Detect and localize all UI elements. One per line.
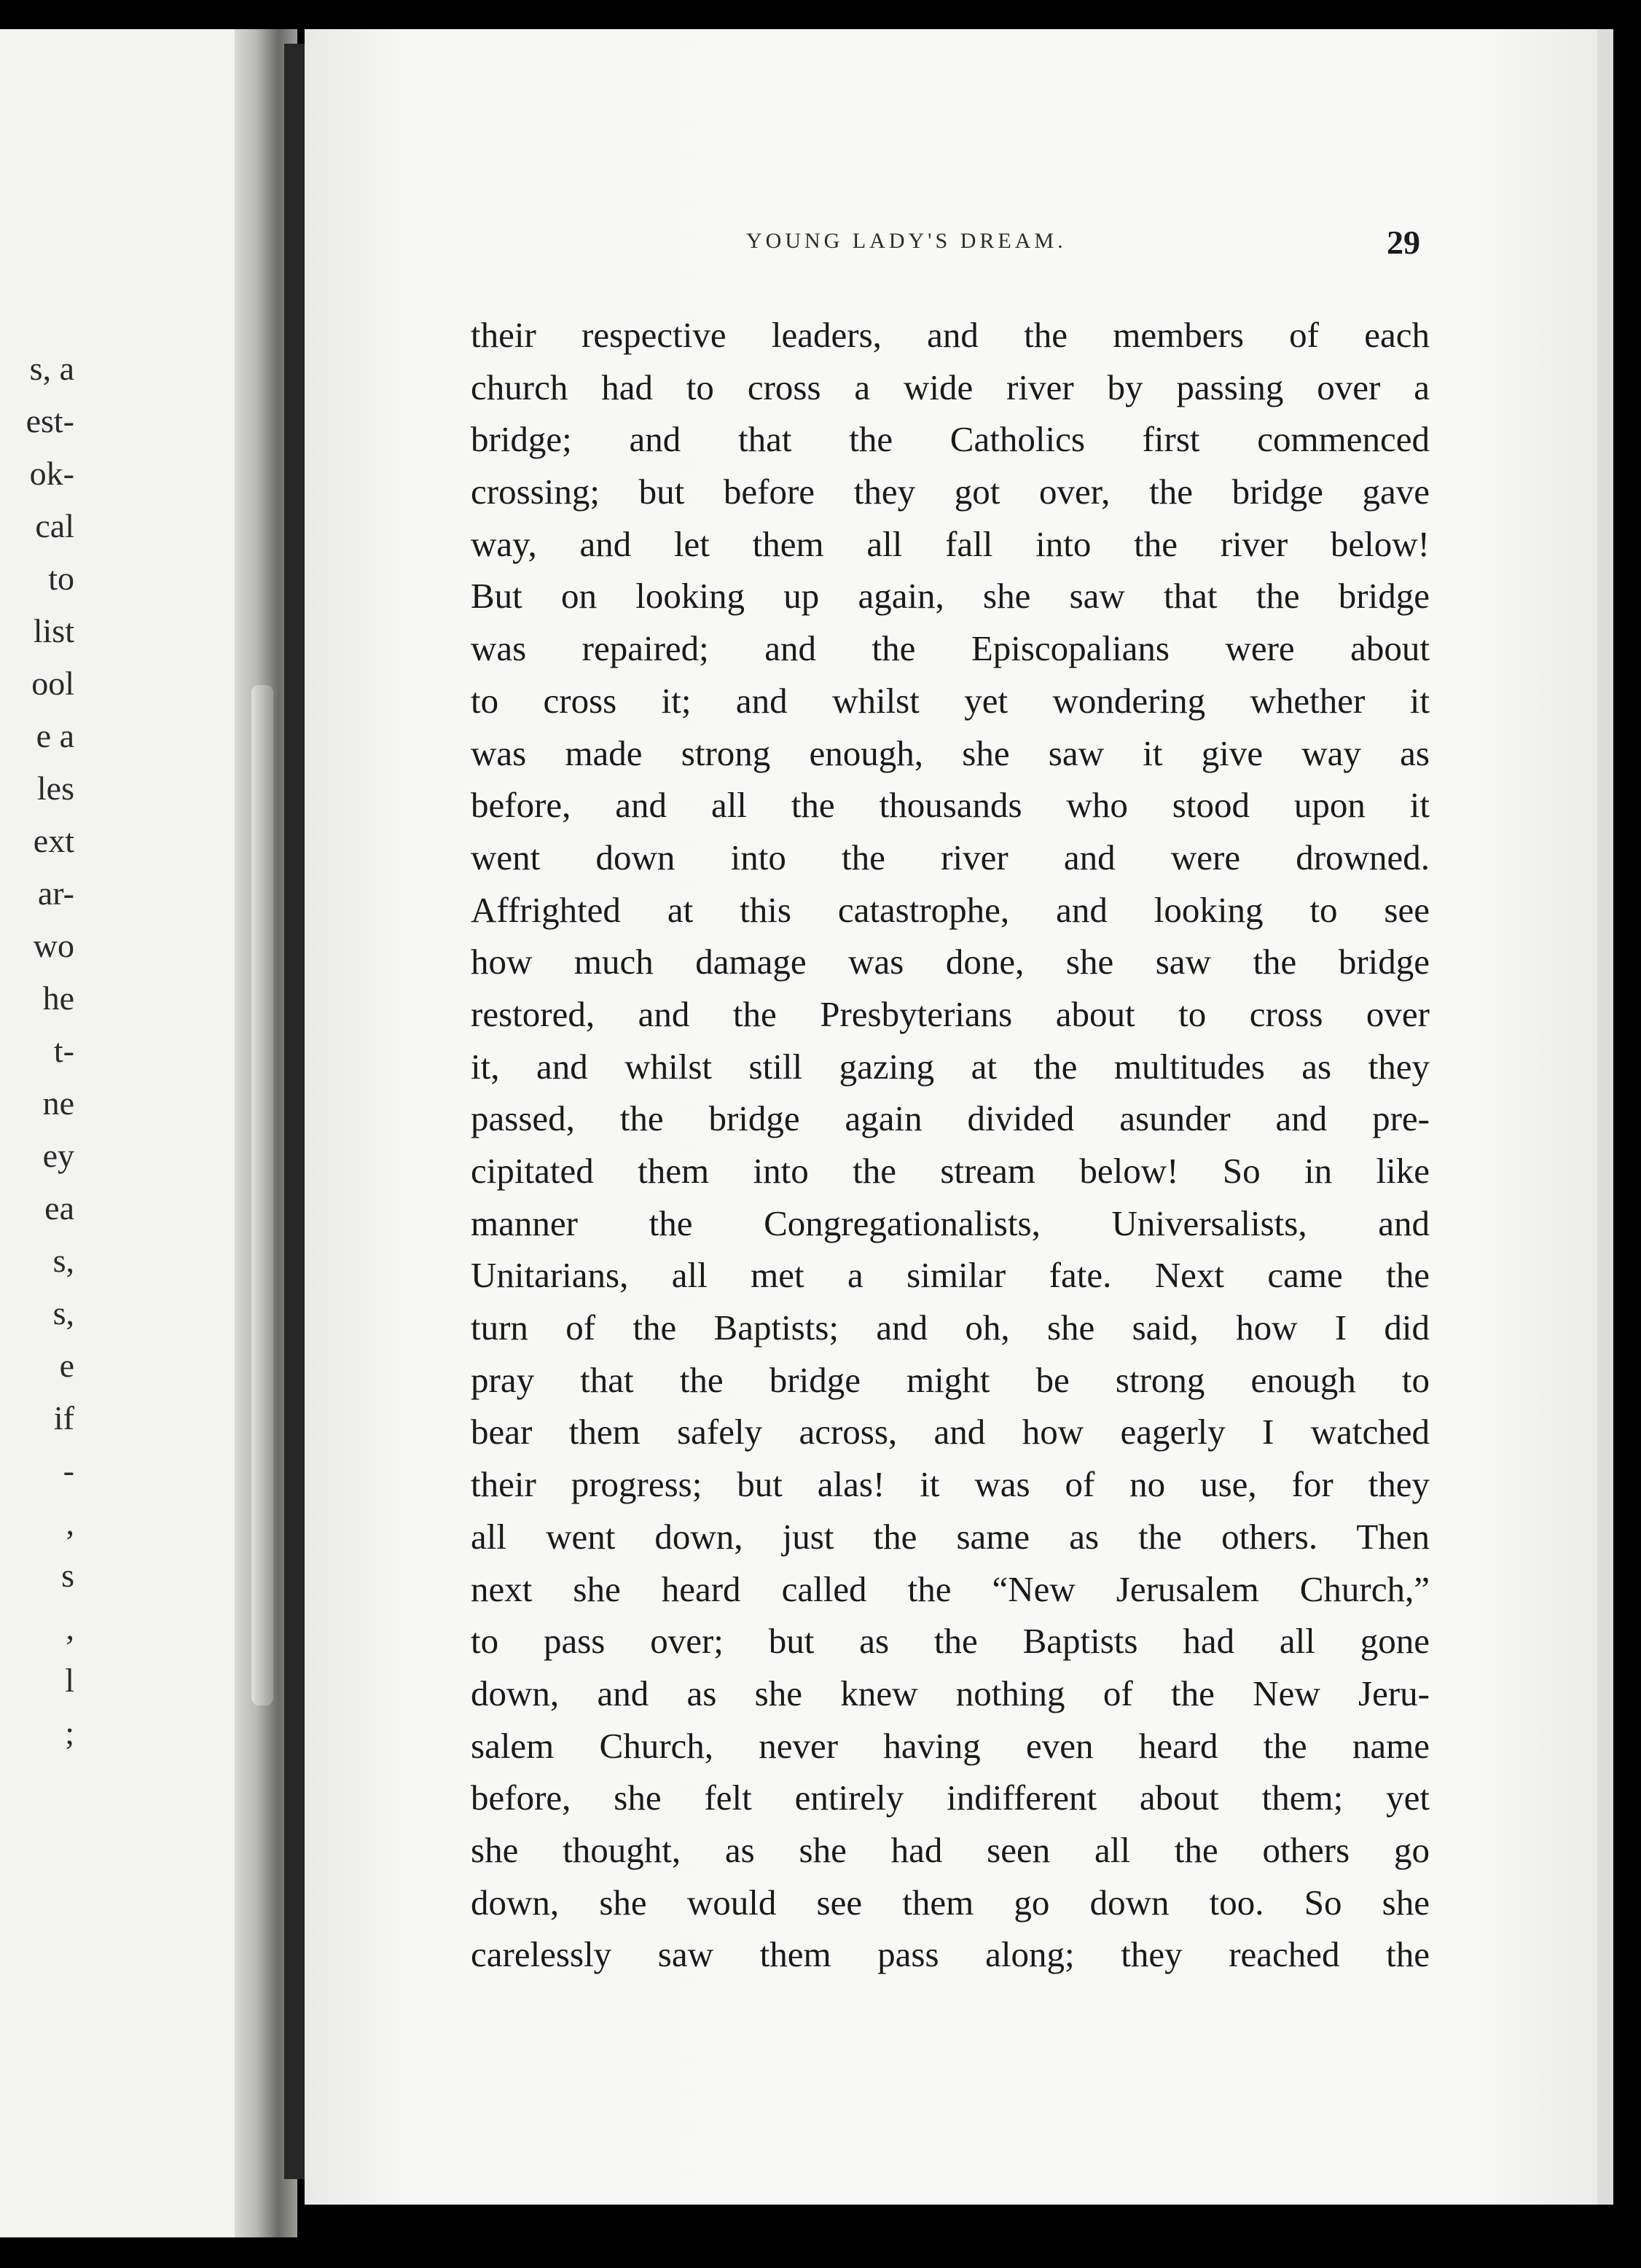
text-line: But on looking up again, she saw that the bridge [471,576,1430,617]
left-page-line-fragment: s, a [29,350,74,387]
left-page-line-fragment: , [66,1609,74,1646]
left-page-line-fragment: wo [33,927,74,964]
text-line: next she heard called the “New Jerusalem Church,” [471,1568,1430,1609]
left-page-line-fragment: e a [36,717,74,754]
left-page-line-fragment: ey [42,1137,74,1174]
left-page-line-fragment: s, [52,1294,74,1332]
running-head: YOUNG LADY'S DREAM. [746,229,1067,253]
left-page-line-fragment: ea [44,1189,74,1227]
text-line: way, and let them all fall into the river below! [471,523,1430,564]
text-line: before, and all the thousands who stood upon it [471,785,1430,826]
body-text [471,309,1430,1981]
left-page-line-fragment: if [53,1399,74,1436]
text-line: was repaired; and the Episcopalians were about [471,628,1430,669]
text-line: she thought, as she had seen all the others go [471,1829,1430,1870]
left-page-text-fragments [0,343,80,1759]
text-line: crossing; but before they got over, the bridge gave [471,472,1430,512]
left-page-line-fragment: e [59,1347,74,1384]
page-number: 29 [1387,224,1420,261]
left-page-line-fragment: s [61,1557,74,1594]
left-page-line-fragment: ext [33,822,74,859]
text-line: down, she would see them go down too. So she [471,1882,1430,1923]
left-page-line-fragment: he [42,979,74,1017]
text-line: turn of the Baptists; and oh, she said, how I did [471,1307,1430,1348]
left-page-line-fragment: ar- [37,875,74,912]
text-line: carelessly saw them pass along; they reached the [471,1934,1430,1975]
text-line: church had to cross a wide river by passing over a [471,367,1430,407]
left-page-line-fragment: list [33,612,74,649]
text-line: passed, the bridge again divided asunder and pre- [471,1098,1430,1139]
text-line: cipitated them into the stream below! So in like [471,1151,1430,1191]
text-line: restored, and the Presbyterians about to cross over [471,993,1430,1034]
text-line: how much damage was done, she saw the bridge [471,942,1430,982]
text-line: went down into the river and were drowned. [471,837,1430,877]
text-line: bridge; and that the Catholics first commenced [471,419,1430,460]
left-page-line-fragment: ne [42,1084,74,1122]
text-line: bear them safely across, and how eagerly I watched [471,1412,1430,1452]
left-page-line-fragment: t- [53,1032,74,1069]
book-spine [284,44,305,2179]
text-line: pray that the bridge might be strong enough to [471,1359,1430,1400]
left-page-line-fragment: to [48,560,74,597]
left-page-line-fragment: l [65,1662,74,1699]
left-page-line-fragment: ; [65,1714,74,1751]
text-line: salem Church, never having even heard the name [471,1725,1430,1766]
left-page-line-fragment: ool [31,665,74,702]
text-line: before, she felt entirely indifferent about them; yet [471,1778,1430,1818]
text-line: manner the Congregationalists, Universalists, and [471,1203,1430,1243]
text-line: all went down, just the same as the others. Then [471,1516,1430,1557]
left-page-line-fragment: s, [52,1242,74,1279]
text-line: their respective leaders, and the members of each [471,315,1430,355]
text-line: it, and whilst still gazing at the multitudes as they [471,1046,1430,1087]
text-line: Unitarians, all met a similar fate. Next came the [471,1255,1430,1296]
right-page-edge [1597,29,1613,2205]
left-page-line-fragment: les [36,770,74,807]
text-line: was made strong enough, she saw it give way as [471,732,1430,773]
text-line: down, and as she knew nothing of the New Jeru- [471,1673,1430,1713]
left-page-line-fragment: est- [26,402,74,439]
text-line: their progress; but alas! it was of no use, for they [471,1464,1430,1505]
left-page-line-fragment: - [63,1452,74,1489]
text-line: Affrighted at this catastrophe, and looking to see [471,889,1430,930]
text-line: to cross it; and whilst yet wondering whether it [471,680,1430,721]
text-line: to pass over; but as the Baptists had all gone [471,1621,1430,1662]
left-page-line-fragment: , [66,1504,74,1541]
binding-edge [251,685,273,1705]
left-page-line-fragment: ok- [29,455,74,492]
left-page-line-fragment: cal [35,507,74,544]
